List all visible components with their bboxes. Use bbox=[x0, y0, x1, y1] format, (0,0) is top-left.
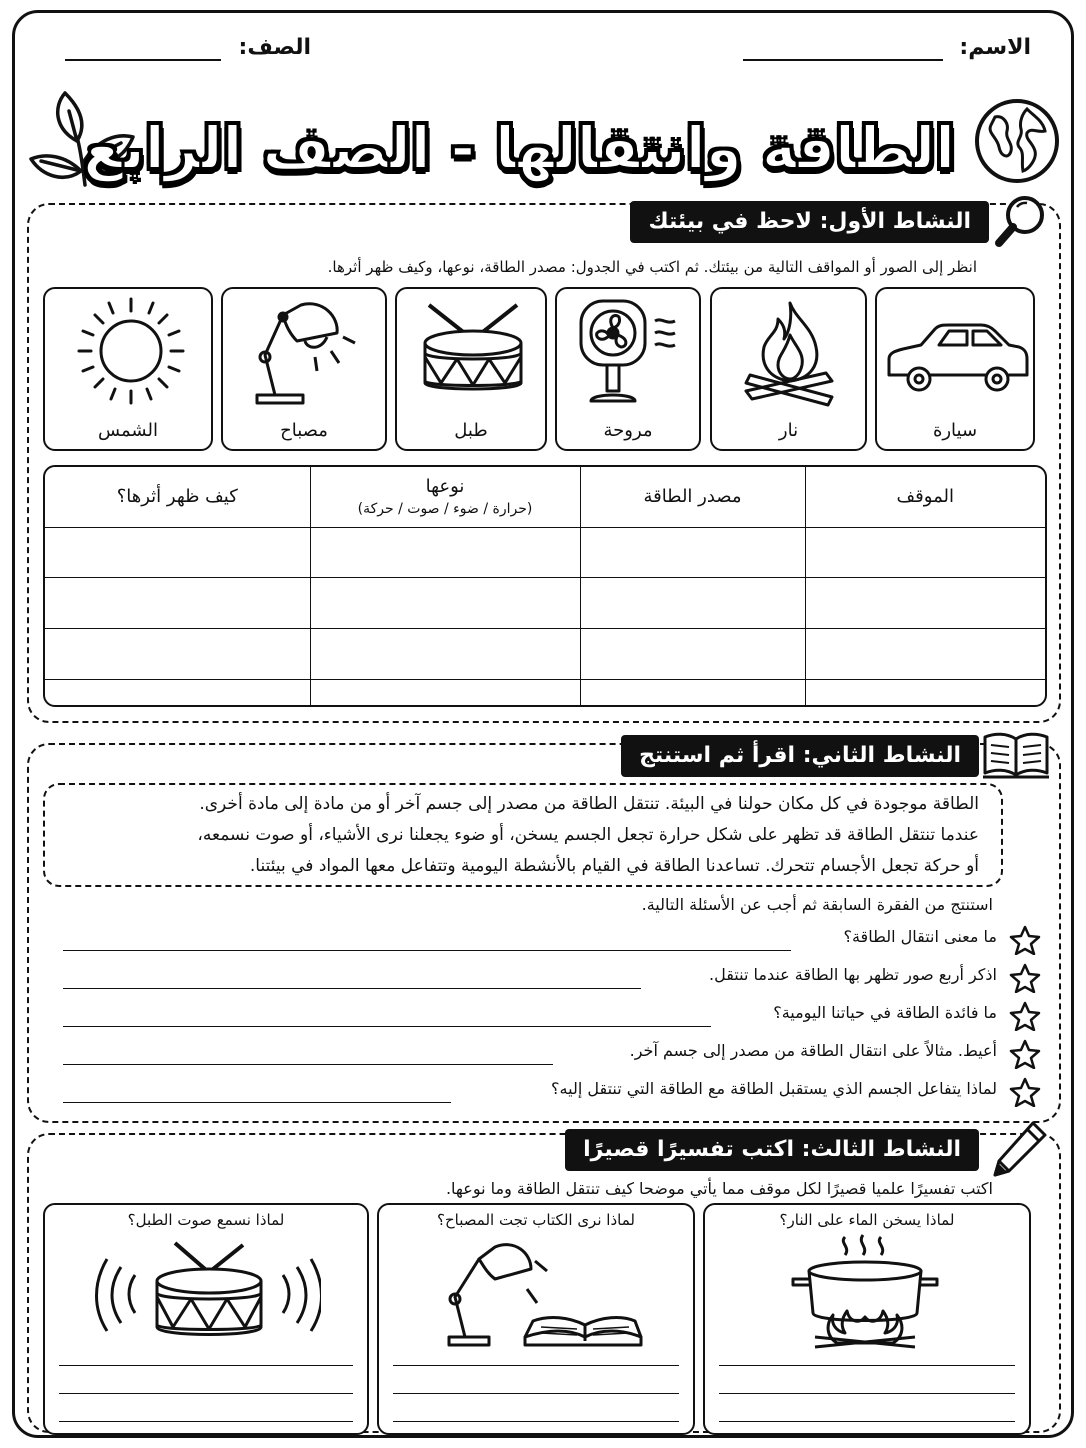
answer-line[interactable] bbox=[59, 1393, 353, 1394]
col-header-source: مصدر الطاقة bbox=[580, 467, 805, 527]
table-cell[interactable] bbox=[310, 680, 580, 705]
card-fire bbox=[710, 287, 867, 451]
table-cell[interactable] bbox=[580, 680, 805, 705]
answer-line[interactable] bbox=[59, 1421, 353, 1422]
activity3-instruction: اكتب تفسيرًا علميا قصيرًا لكل موقف مما يأتي موضحا كيف تنتقل الطاقة وما نوعها. bbox=[445, 1179, 993, 1198]
type-header-label: نوعها bbox=[425, 476, 465, 498]
name-label: الاسم: bbox=[959, 35, 1031, 60]
lamp-icon bbox=[223, 295, 389, 413]
card-label: مصباح bbox=[280, 420, 328, 441]
answer-line[interactable] bbox=[63, 1102, 451, 1103]
pencil-icon bbox=[989, 1119, 1049, 1179]
star-icon bbox=[1009, 963, 1041, 993]
worksheet-page bbox=[12, 10, 1074, 1438]
lamp-book-icon bbox=[429, 1233, 649, 1353]
star-icon bbox=[1009, 1077, 1041, 1107]
table-cell[interactable] bbox=[310, 527, 580, 578]
answer-line[interactable] bbox=[719, 1421, 1015, 1422]
question-text: أعيط. مثالاً على انتقال الطاقة من مصدر إلى جسم آخر. bbox=[629, 1041, 997, 1060]
activity2-instruction: استنتج من الفقرة السابقة ثم أجب عن الأسئلة التالية. bbox=[641, 895, 993, 914]
worksheet-title: الطاقة وانتقالها - الصف الرابع bbox=[83, 114, 955, 182]
question-text: ما معنى انتقال الطاقة؟ bbox=[843, 927, 997, 946]
card-drum bbox=[395, 287, 547, 451]
magnifier-icon bbox=[993, 193, 1049, 249]
card-label: مروحة bbox=[603, 420, 653, 441]
col-header-effect: كيف ظهر أثرها؟ bbox=[45, 467, 310, 527]
car-icon bbox=[877, 295, 1037, 413]
table-cell[interactable] bbox=[45, 680, 310, 705]
answer-line[interactable] bbox=[63, 1026, 711, 1027]
question-row bbox=[63, 1001, 1041, 1031]
answer-line[interactable] bbox=[59, 1365, 353, 1366]
activity2-tag: النشاط الثاني: اقرأ ثم استنتج bbox=[621, 735, 979, 777]
question-text: لماذا يتفاعل الجسم الذي يستقبل الطاقة مع الطاقة التي تنتقل إليه؟ bbox=[551, 1079, 997, 1098]
book-icon bbox=[981, 729, 1051, 781]
table-header-row bbox=[45, 467, 1045, 527]
class-input-line[interactable] bbox=[65, 59, 221, 61]
explain-question: لماذا نسمع صوت الطبل؟ bbox=[127, 1211, 285, 1229]
col-header-situation: الموقف bbox=[805, 467, 1045, 527]
card-sun bbox=[43, 287, 213, 451]
question-row bbox=[63, 925, 1041, 955]
class-label: الصف: bbox=[238, 35, 311, 60]
question-row bbox=[63, 963, 1041, 993]
table-cell[interactable] bbox=[580, 578, 805, 629]
name-input-line[interactable] bbox=[743, 59, 943, 61]
table-cell[interactable] bbox=[45, 527, 310, 578]
question-row bbox=[63, 1039, 1041, 1069]
explain-question: لماذا نرى الكتاب تجت المصباح؟ bbox=[437, 1211, 635, 1229]
card-fan bbox=[555, 287, 701, 451]
star-icon bbox=[1009, 1001, 1041, 1031]
explain-question: لماذا يسخن الماء على النار؟ bbox=[779, 1211, 955, 1229]
answer-line[interactable] bbox=[63, 950, 791, 951]
table-cell[interactable] bbox=[45, 578, 310, 629]
answer-line[interactable] bbox=[719, 1365, 1015, 1366]
sun-icon bbox=[45, 295, 215, 413]
globe-icon bbox=[973, 97, 1061, 185]
answer-line[interactable] bbox=[393, 1393, 679, 1394]
table-row bbox=[45, 527, 1045, 578]
answer-line[interactable] bbox=[63, 988, 641, 989]
reading-passage bbox=[43, 783, 1003, 887]
passage-line: أو حركة تجعل الأجسام تتحرك. تساعدنا الطاقة في القيام بالأنشطة اليومية وتتفاعل معها المواد في بيئتنا. bbox=[249, 856, 979, 876]
drum-icon bbox=[397, 295, 549, 413]
table-cell[interactable] bbox=[805, 578, 1045, 629]
card-label: الشمس bbox=[98, 420, 158, 441]
boiling-pot-icon bbox=[785, 1233, 955, 1353]
passage-line: عندما تنتقل الطاقة قد تظهر على شكل حرارة تجعل الجسم يسخن، أو ضوء يجعلنا نرى الأشياء، أو صوت نسمعه، bbox=[197, 825, 979, 845]
card-label: نار bbox=[778, 420, 799, 441]
table-cell[interactable] bbox=[580, 527, 805, 578]
table-cell[interactable] bbox=[805, 629, 1045, 680]
observation-table bbox=[43, 465, 1047, 707]
card-car bbox=[875, 287, 1035, 451]
explain-box-water bbox=[703, 1203, 1031, 1435]
answer-line[interactable] bbox=[393, 1365, 679, 1366]
col-header-type bbox=[310, 467, 580, 527]
table-row bbox=[45, 680, 1045, 705]
question-row bbox=[63, 1077, 1041, 1107]
star-icon bbox=[1009, 925, 1041, 955]
activity1-tag: النشاط الأول: لاحظ في بيئتك bbox=[630, 201, 989, 243]
star-icon bbox=[1009, 1039, 1041, 1069]
explain-box-drum bbox=[43, 1203, 369, 1435]
table-cell[interactable] bbox=[310, 578, 580, 629]
activity1-instruction: انظر إلى الصور أو المواقف التالية من بيئتك. ثم اكتب في الجدول: مصدر الطاقة، نوعها، وكيف ظهر أثرها. bbox=[327, 258, 977, 276]
activity3-tag: النشاط الثالث: اكتب تفسيرًا قصيرًا bbox=[565, 1129, 979, 1171]
table-row bbox=[45, 578, 1045, 629]
fire-icon bbox=[712, 295, 869, 413]
answer-line[interactable] bbox=[63, 1064, 553, 1065]
card-label: طبل bbox=[454, 420, 488, 441]
type-header-hint: (حرارة / ضوء / صوت / حركة) bbox=[357, 501, 533, 518]
question-text: اذكر أربع صور تظهر بها الطاقة عندما تنتقل. bbox=[709, 965, 997, 984]
table-cell[interactable] bbox=[580, 629, 805, 680]
fan-icon bbox=[557, 295, 703, 413]
table-cell[interactable] bbox=[805, 527, 1045, 578]
passage-line: الطاقة موجودة في كل مكان حولنا في البيئة. تنتقل الطاقة من مصدر إلى جسم آخر أو من مادة إلى مادة أخرى. bbox=[199, 794, 979, 814]
table-cell[interactable] bbox=[805, 680, 1045, 705]
answer-line[interactable] bbox=[719, 1393, 1015, 1394]
table-cell[interactable] bbox=[310, 629, 580, 680]
question-text: ما فائدة الطاقة في حياتنا اليومية؟ bbox=[773, 1003, 997, 1022]
card-lamp bbox=[221, 287, 387, 451]
table-cell[interactable] bbox=[45, 629, 310, 680]
table-row bbox=[45, 629, 1045, 680]
explain-box-book bbox=[377, 1203, 695, 1435]
drum-sound-icon bbox=[95, 1235, 321, 1355]
answer-line[interactable] bbox=[393, 1421, 679, 1422]
card-label: سيارة bbox=[932, 420, 978, 441]
